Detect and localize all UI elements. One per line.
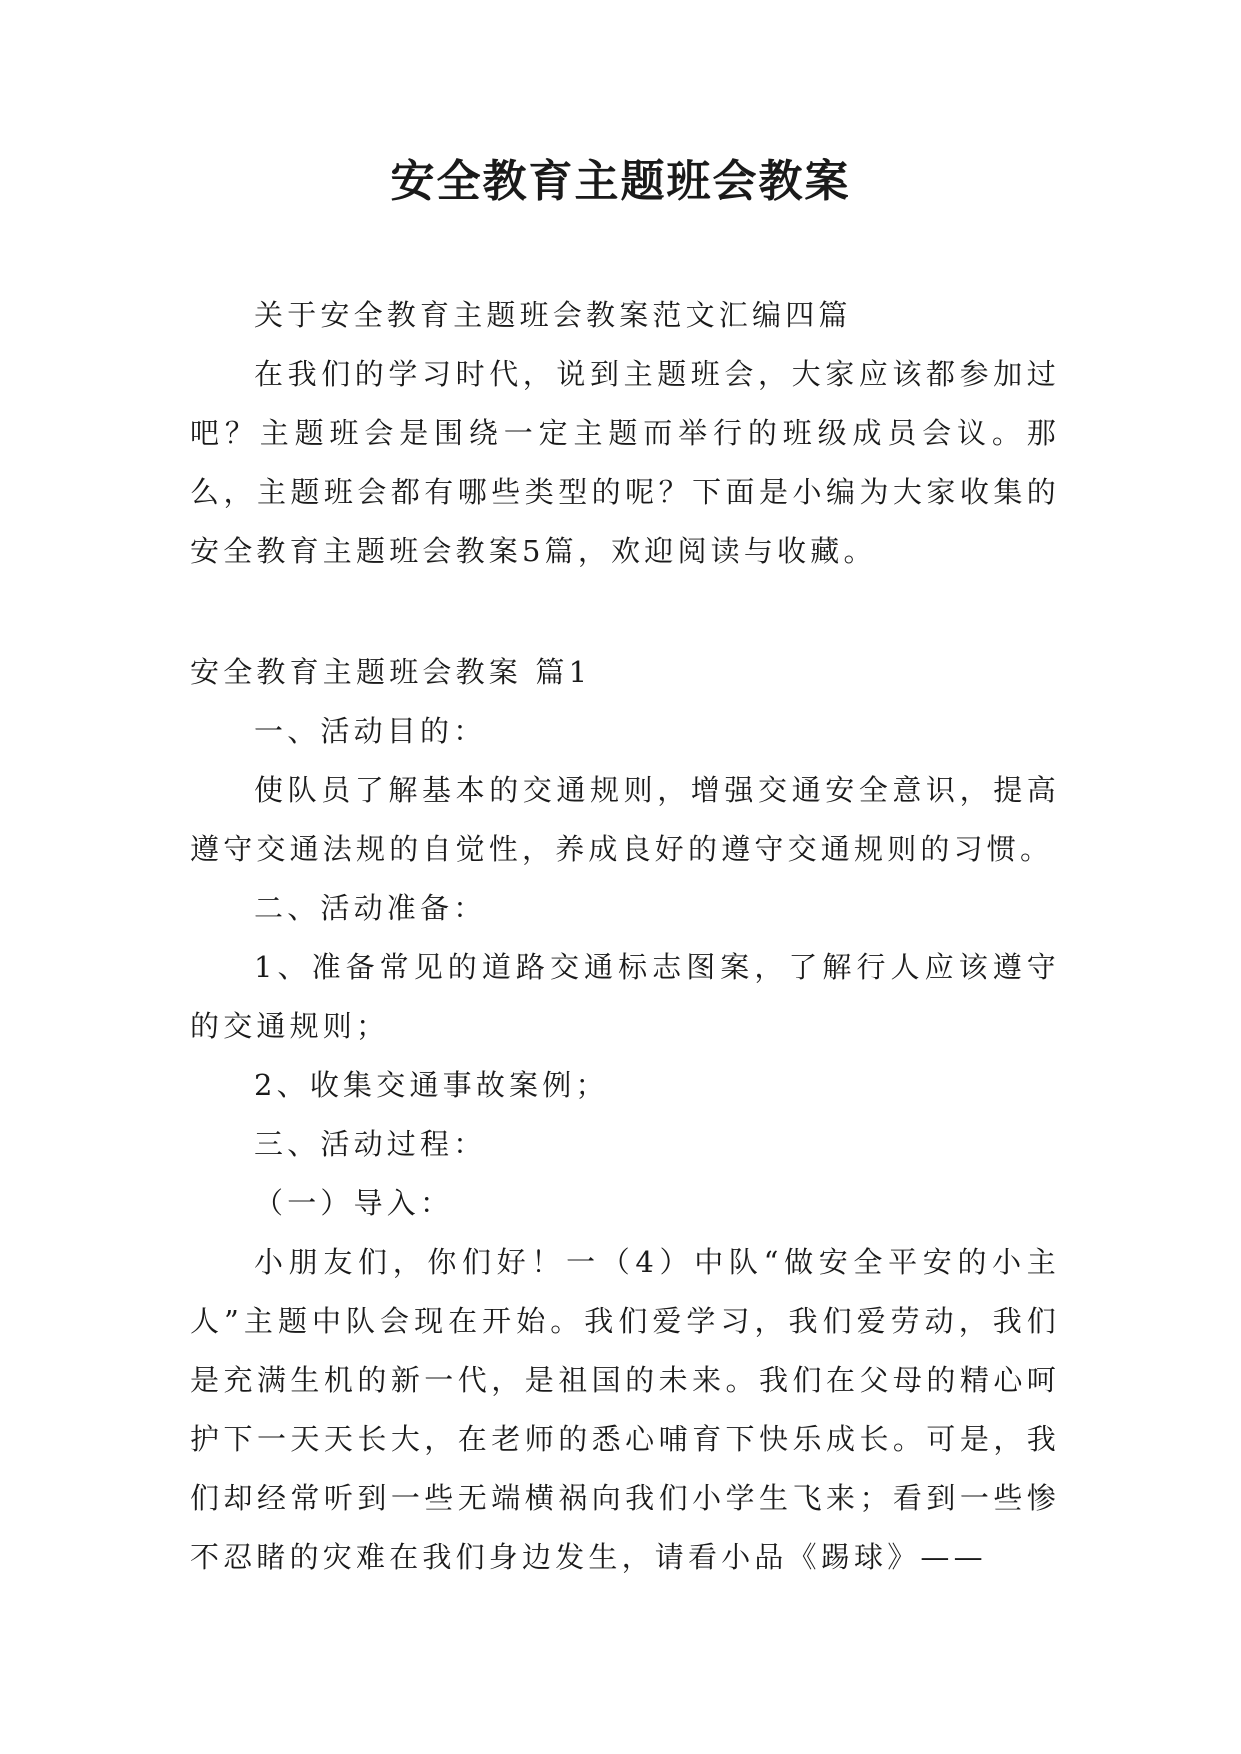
goal-heading: 一、活动目的： [254, 714, 487, 748]
intro-step-heading: （一）导入： [254, 1186, 454, 1220]
document-title: 安全教育主题班会教案 [390, 156, 851, 207]
subtitle-paragraph: 关于安全教育主题班会教案范文汇编四篇 [254, 298, 852, 332]
prep-item-2: 2、收集交通事故案例； [254, 1068, 609, 1102]
document-body [190, 286, 1060, 1587]
paragraph-gap [190, 581, 1060, 643]
process-heading: 三、活动过程： [254, 1127, 487, 1161]
prep-item-1: 1、准备常见的道路交通标志图案，了解行人应该遵守的交通规则； [190, 950, 1060, 1043]
prep-heading: 二、活动准备： [254, 891, 487, 925]
goal-paragraph: 使队员了解基本的交通规则，增强交通安全意识，提高遵守交通法规的自觉性，养成良好的遵守交通规则的习惯。 [190, 773, 1060, 866]
intro-step-paragraph: 小朋友们，你们好！一（4）中队“做安全平安的小主人”主题中队会现在开始。我们爱学习，我们爱劳动，我们是充满生机的新一代，是祖国的未来。我们在父母的精心呵护下一天天长大，在老师的悉心哺育下快乐成长。可是，我们却经常听到一些无端横祸向我们小学生飞来；看到一些惨不忍睹的灾难在我们身边发生，请看小品《踢球》—— [190, 1245, 1060, 1574]
section-heading: 安全教育主题班会教案 篇1 [190, 655, 592, 689]
intro-paragraph: 在我们的学习时代，说到主题班会，大家应该都参加过吧？主题班会是围绕一定主题而举行的班级成员会议。那么，主题班会都有哪些类型的呢？下面是小编为大家收集的安全教育主题班会教案5篇，欢迎阅读与收藏。 [190, 357, 1060, 568]
